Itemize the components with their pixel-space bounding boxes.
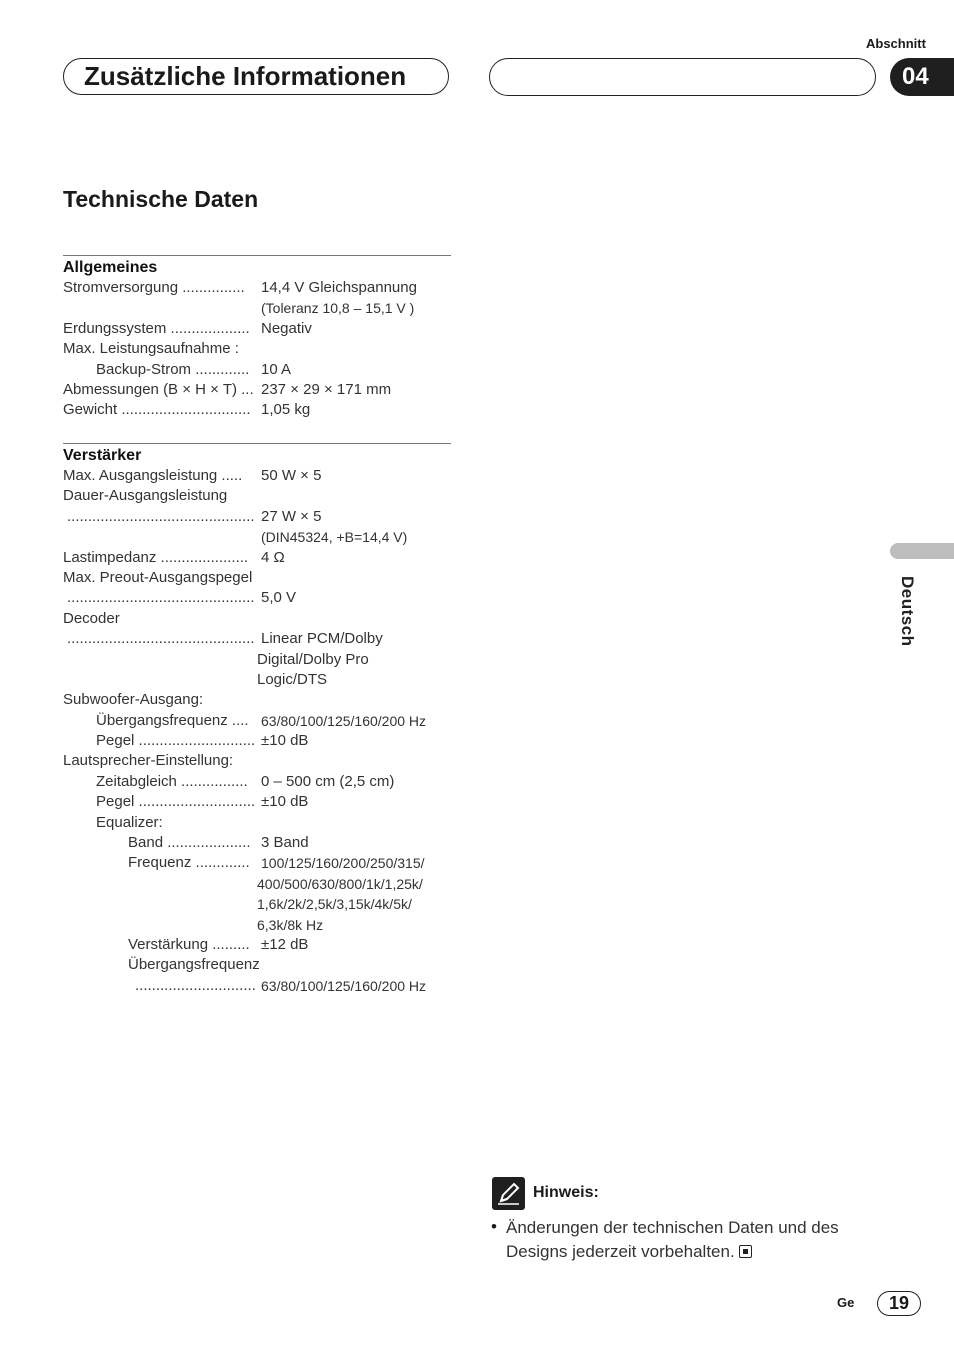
spec-value: 100/125/160/200/250/315/ (261, 855, 425, 872)
spec-heading: Verstärker (63, 447, 142, 464)
spec-label: Max. Ausgangsleistung ..... (63, 467, 243, 484)
spec-label: Max. Preout-Ausgangspegel (63, 568, 253, 586)
spec-label: Zeitabgleich ................ (96, 772, 248, 790)
spec-value: ±10 dB (261, 732, 309, 750)
spec-value: 10 A (261, 360, 292, 378)
spec-value: 63/80/100/125/160/200 Hz (261, 712, 427, 729)
divider (63, 443, 451, 444)
spec-value: 1,6k/2k/2,5k/3,15k/4k/5k/ (257, 896, 412, 913)
spec-label: ............................................. (67, 589, 255, 607)
spec-value: 27 W × 5 (261, 507, 322, 525)
note-text-content: Änderungen der technischen Daten und des Designs jederzeit vorbehalten. (506, 1218, 839, 1261)
spec-label: Decoder (63, 609, 120, 627)
spec-value: 50 W × 5 (261, 467, 322, 484)
spec-label: ............................................. (67, 630, 255, 648)
language-tab-marker (890, 543, 954, 559)
spec-label: Equalizer: (96, 813, 163, 831)
spec-label: Backup-Strom ............. (96, 360, 250, 378)
note-pencil-icon (492, 1177, 525, 1210)
spec-label: Frequenz ............. (128, 854, 250, 872)
spec-label: Lastimpedanz ..................... (63, 548, 249, 566)
spec-value: 400/500/630/800/1k/1,25k/ (257, 875, 423, 892)
spec-value: 5,0 V (261, 589, 297, 607)
spec-value: Negativ (261, 319, 312, 337)
divider (63, 255, 451, 256)
spec-label: Lautsprecher-Einstellung: (63, 752, 234, 770)
spec-value: 4 Ω (261, 548, 285, 566)
header-right-frame (489, 58, 876, 96)
note-bullet: • (491, 1217, 497, 1236)
end-mark-icon (739, 1245, 752, 1258)
spec-value: (DIN45324, +B=14,4 V) (261, 529, 408, 546)
spec-value: 3 Band (261, 834, 309, 852)
chapter-title: Zusätzliche Informationen (84, 61, 407, 91)
spec-label: Verstärkung ......... (128, 935, 250, 953)
spec-label: Übergangsfrequenz .... (96, 711, 249, 729)
language-code: Ge (837, 1295, 855, 1310)
spec-label: Übergangsfrequenz (128, 956, 260, 974)
spec-label: Pegel ............................ (96, 732, 256, 750)
note-title: Hinweis: (533, 1184, 599, 1201)
spec-label: ............................................. (67, 507, 255, 525)
spec-label: Stromversorgung ............... (63, 279, 245, 296)
spec-value: 0 – 500 cm (2,5 cm) (261, 772, 395, 790)
spec-label: Band .................... (128, 834, 251, 852)
spec-label: ............................. (135, 976, 256, 994)
note-text (506, 1216, 886, 1264)
spec-label: Pegel ............................ (96, 793, 256, 811)
spec-label: Abmessungen (B × H × T) ... (63, 380, 254, 398)
spec-label: Gewicht ............................... (63, 401, 251, 419)
spec-value: 6,3k/8k Hz (257, 916, 324, 933)
page-number: 19 (877, 1291, 921, 1316)
spec-value: (Toleranz 10,8 – 15,1 V ) (261, 300, 415, 317)
spec-label: Subwoofer-Ausgang: (63, 691, 204, 709)
spec-label: Erdungssystem ................... (63, 319, 250, 337)
section-number-badge: 04 (890, 58, 954, 96)
spec-value: 1,05 kg (261, 401, 311, 419)
spec-value: 63/80/100/125/160/200 Hz (261, 977, 427, 994)
page-title: Technische Daten (63, 186, 259, 212)
spec-value: Linear PCM/Dolby (261, 630, 383, 648)
section-label: Abschnitt (866, 36, 926, 51)
spec-section-general (63, 257, 463, 421)
spec-section-amplifier (63, 445, 463, 996)
spec-value: 237 × 29 × 171 mm (261, 380, 392, 398)
language-tab-label: Deutsch (898, 576, 917, 647)
spec-value: 14,4 V Gleichspannung (261, 279, 417, 296)
spec-value: ±10 dB (261, 793, 309, 811)
spec-value: Digital/Dolby Pro (257, 650, 369, 668)
spec-value: ±12 dB (261, 935, 309, 953)
spec-value: Logic/DTS (257, 670, 328, 688)
spec-label: Dauer-Ausgangsleistung (63, 487, 228, 505)
spec-heading: Allgemeines (63, 259, 158, 276)
spec-label: Max. Leistungsaufnahme : (63, 340, 239, 358)
